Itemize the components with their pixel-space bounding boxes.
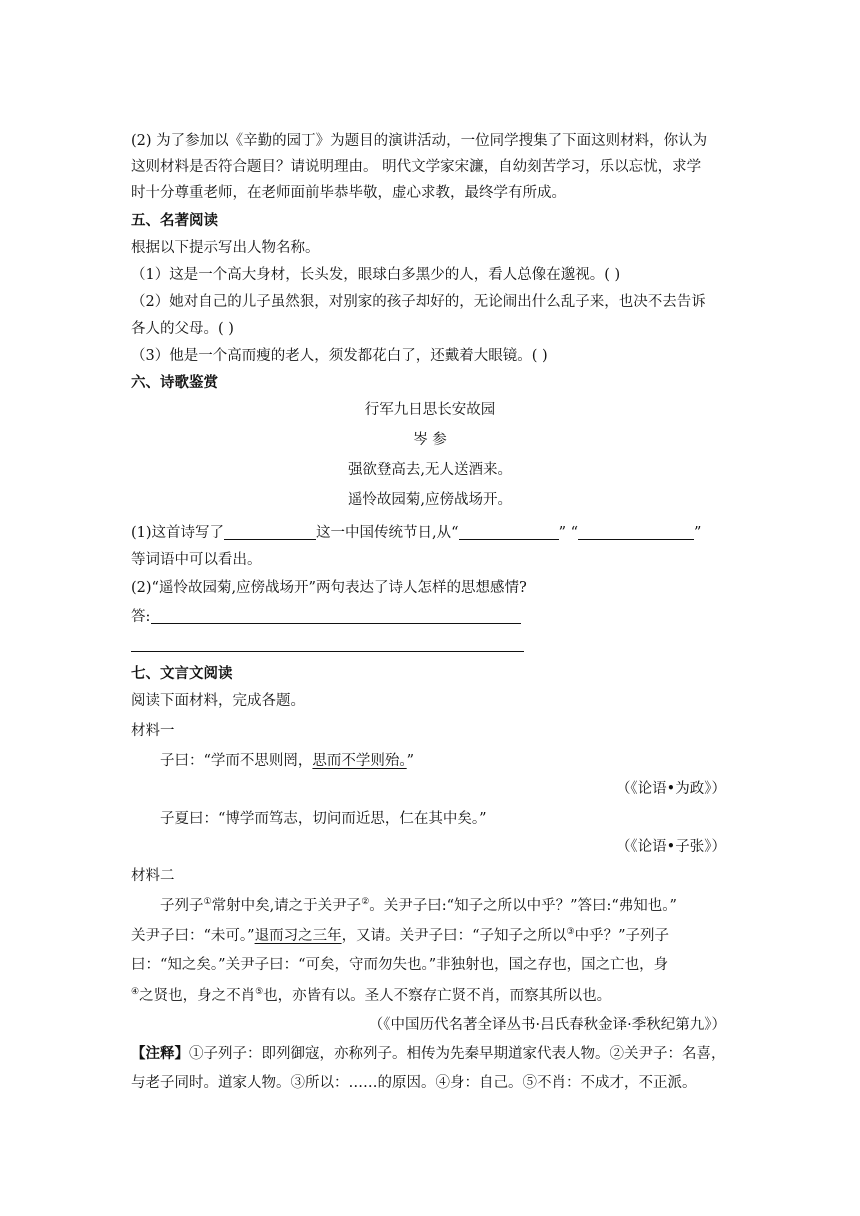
answer-line-2[interactable] <box>131 651 524 652</box>
poem-verse1: 强欲登高去,无人送酒来。 <box>347 462 513 478</box>
blank-word2[interactable] <box>578 524 694 540</box>
section7-heading: 七、文言文阅读 <box>131 666 233 682</box>
material1-source1: （《论语•为政》） <box>615 781 726 797</box>
m2-l4-a: 之贤也，身之不肖 <box>139 988 256 1004</box>
blank-word1[interactable] <box>459 524 559 540</box>
section6-q2: (2)“遥怜故园菊,应傍战场开”两句表达了诗人怎样的思想感情? <box>131 580 527 596</box>
material1-quote1 <box>160 751 414 771</box>
material2-line2 <box>131 926 669 946</box>
footnote-ref-3: ③ <box>566 927 575 937</box>
m2-l2-underlined: 退而习之三年 <box>254 928 342 944</box>
notes-label: 【注释】 <box>131 1046 189 1062</box>
material2-line1 <box>160 896 677 916</box>
section5-q2-line1: （2）她对自己的儿子虽然狠，对别家的孩子却好的，无论闹出什么乱子来，也决不去告诉 <box>131 294 706 310</box>
answer-label: 答: <box>131 609 151 625</box>
poem-author: 岑 参 <box>413 432 447 448</box>
m2-l1-b: 常射中矣,请之于关尹子 <box>211 898 362 914</box>
notes-line2: 与老子同时。道家人物。③所以：……的原因。④身：自己。⑤不肖：不成才，不正派。 <box>131 1075 697 1091</box>
section6-q1-line1 <box>131 523 701 543</box>
q1-text-b: 这一中国传统节日,从“ <box>316 525 459 541</box>
m2-l4-b: 也，亦皆有以。圣人不察存亡贤不肖，而察其所以也。 <box>263 988 612 1004</box>
q1-text-d: ” <box>694 525 702 541</box>
m1-quote-a: 子曰：“学而不思则罔， <box>160 753 313 769</box>
q2-intro-line1: (2) 为了参加以《辛勤的园丁》为题目的演讲活动，一位同学搜集了下面这则材料，你认为 <box>131 133 708 149</box>
blank-festival[interactable] <box>224 524 316 540</box>
notes-line1 <box>131 1044 726 1064</box>
section7-intro: 阅读下面材料，完成各题。 <box>131 693 305 709</box>
material2-line4 <box>131 986 611 1006</box>
footnote-ref-5: ⑤ <box>255 987 264 997</box>
m1-quote-c: ” <box>406 753 415 769</box>
q2-intro-line2: 这则材料是否符合题目？请说明理由。 明代文学家宋濂，自幼刻苦学习，乐以忘忧，求学 <box>131 159 702 175</box>
m1-quote-underlined: 思而不学则殆。 <box>312 753 407 769</box>
section6-heading: 六、诗歌鉴赏 <box>131 375 218 391</box>
material1-label: 材料一 <box>131 723 175 739</box>
q1-text-c: ” “ <box>558 525 579 541</box>
section5-q2-line2: 各人的父母。( ) <box>131 321 234 337</box>
q2-intro-line3: 时十分尊重老师，在老师面前毕恭毕敬，虚心求教，最终学有所成。 <box>131 185 566 201</box>
section5-q1: （1）这是一个高大身材，长头发，眼球白多黑少的人，看人总像在邈视。( ) <box>131 267 621 283</box>
poem-title: 行军九日思长安故园 <box>364 402 496 418</box>
material2-line3: 曰：“知之矣。”关尹子曰：“可矣，守而勿失也。”非独射也，国之存也，国之亡也，身 <box>131 957 669 973</box>
section5-heading: 五、名著阅读 <box>131 213 218 229</box>
material2-label: 材料二 <box>131 868 175 884</box>
material1-source2: （《论语•子张》） <box>615 839 726 855</box>
q1-text-a: (1)这首诗写了 <box>131 525 225 541</box>
material1-quote2: 子夏曰：“博学而笃志，切问而近思，仁在其中矣。” <box>160 811 487 827</box>
footnote-ref-2: ② <box>361 897 370 907</box>
footnote-ref-4: ④ <box>131 987 140 997</box>
m2-l2-d: 中乎？”子列子 <box>574 928 669 944</box>
section5-intro: 根据以下提示写出人物名称。 <box>131 240 320 256</box>
m2-l2-a: 关尹子曰：“未可。” <box>131 928 255 944</box>
footnote-ref-1: ① <box>203 897 212 907</box>
m2-l1-a: 子列子 <box>160 898 204 914</box>
section5-q3: （3）他是一个高而瘦的老人，须发都花白了，还戴着大眼镜。( ) <box>131 348 548 364</box>
material2-source: （《中国历代名著全译丛书·吕氏春秋金译·季秋纪第九》） <box>368 1017 726 1033</box>
section6-q1-line2: 等词语中可以看出。 <box>131 552 262 568</box>
m2-l2-c: ，又请。关尹子曰：“子知子之所以 <box>341 928 567 944</box>
m2-l1-c: 。关尹子曰:“知子之所以中乎？”答曰:“弗知也。” <box>369 898 677 914</box>
poem-verse2: 遥怜故园菊,应傍战场开。 <box>347 492 513 508</box>
notes-text1: ①子列子：即列御寇，亦称列子。相传为先秦早期道家代表人物。②关尹子：名喜， <box>189 1046 726 1062</box>
answer-line-1[interactable] <box>151 623 521 624</box>
